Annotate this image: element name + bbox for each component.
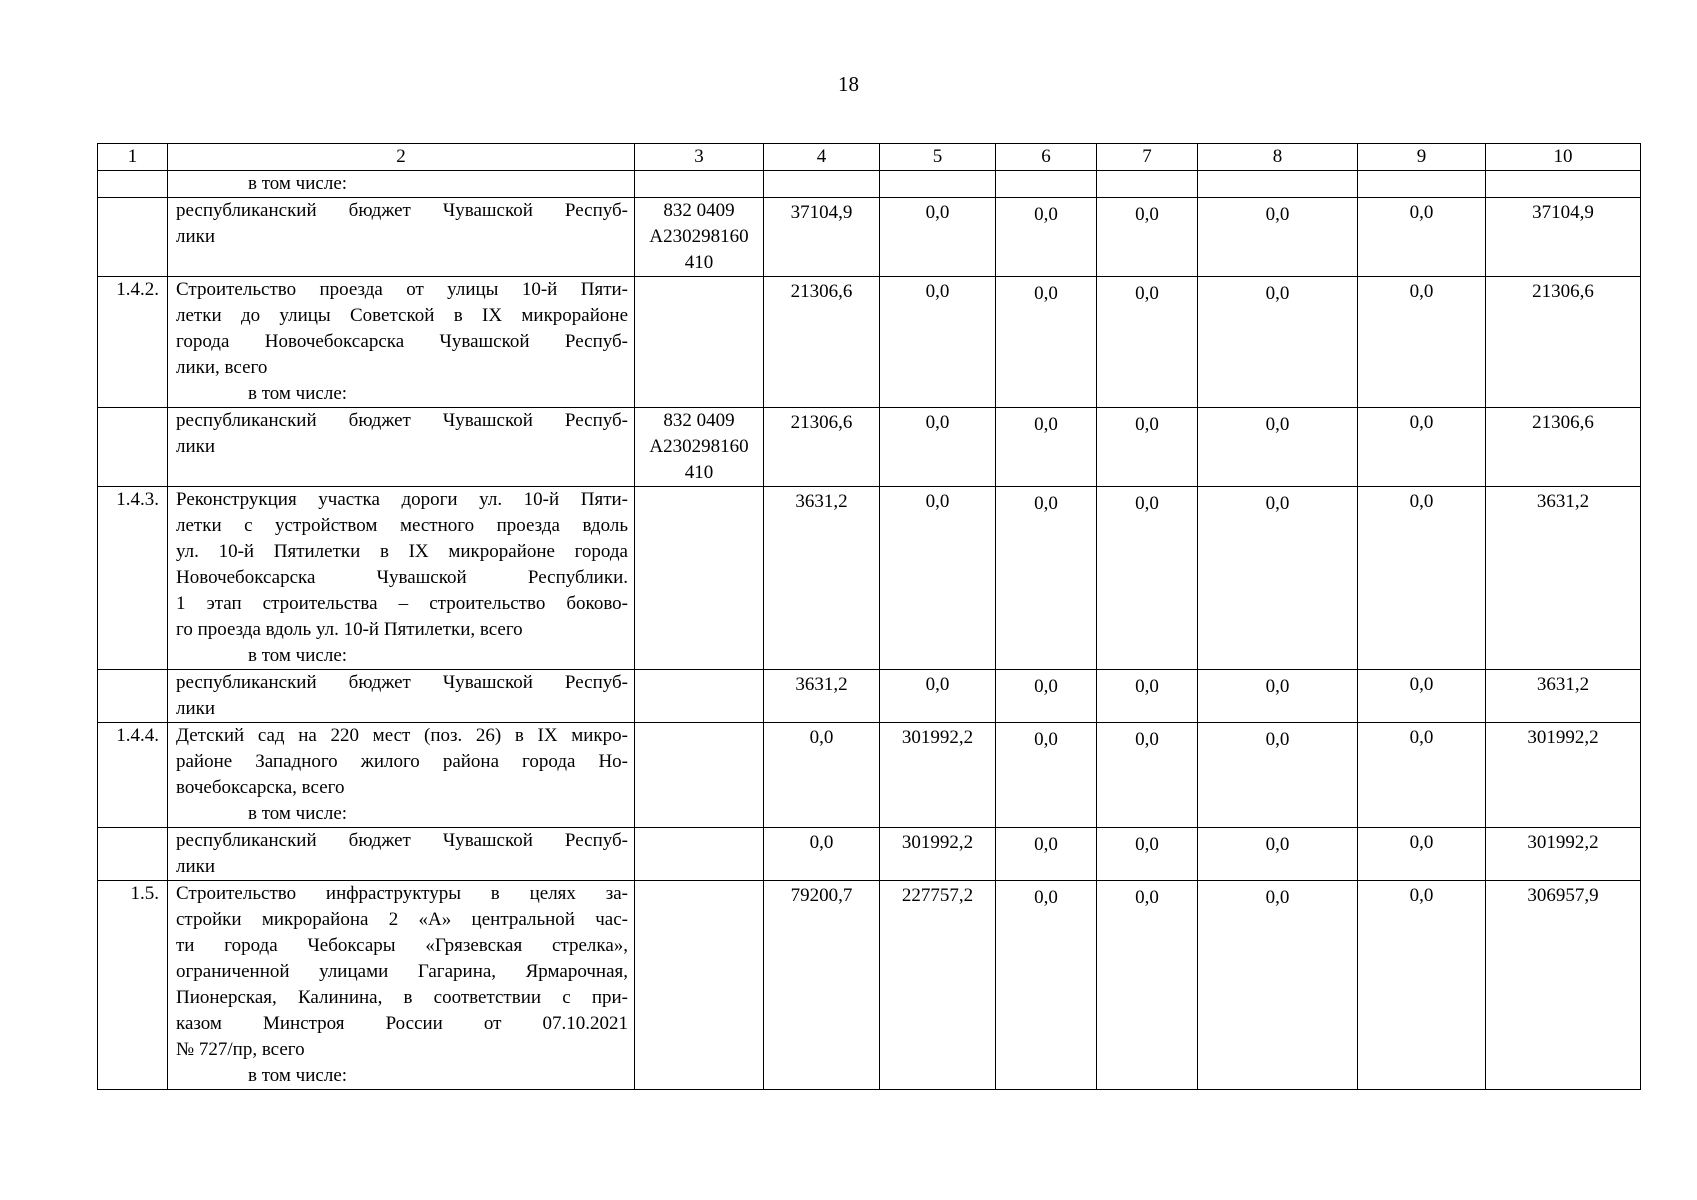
description-line: 1 этап строительства – строительство боково- [176, 593, 628, 614]
description-line: ти города Чебоксары «Грязевская стрелка», [176, 935, 628, 956]
table-row [98, 881, 1641, 1090]
row-description [168, 828, 635, 881]
value-cell: 0,0 [1358, 881, 1486, 1090]
value-cell: 0,0 [996, 670, 1097, 723]
value-cell: 0,0 [764, 723, 880, 828]
including-label: в том числе: [248, 173, 348, 194]
description-line: вочебоксарска, всего [176, 777, 345, 798]
description-line: Строительство инфраструктуры в целях за- [176, 883, 628, 904]
value-cell: 0,0 [1198, 487, 1358, 670]
header-cell: 8 [1198, 144, 1358, 171]
row-number [98, 670, 168, 723]
value-cell: 0,0 [1097, 408, 1198, 487]
value-cell: 0,0 [1358, 670, 1486, 723]
header-cell: 4 [764, 144, 880, 171]
value-cell [996, 171, 1097, 198]
code-line: 410 [684, 462, 714, 483]
description-line: Новочебоксарска Чувашской Республики. [176, 567, 628, 588]
budget-code [635, 881, 764, 1090]
row-number [98, 408, 168, 487]
value-cell: 0,0 [764, 828, 880, 881]
value-cell: 0,0 [1097, 670, 1198, 723]
description-line: лики [176, 856, 216, 877]
table-row [98, 198, 1641, 277]
row-description [168, 723, 635, 828]
total-cell: 21306,6 [1486, 277, 1641, 408]
header-cell: 5 [880, 144, 996, 171]
row-description [168, 670, 635, 723]
value-cell: 37104,9 [764, 198, 880, 277]
total-cell: 21306,6 [1486, 408, 1641, 487]
description-line: Пионерская, Калинина, в соответствии с при- [176, 987, 628, 1008]
table-row [98, 171, 1641, 198]
header-cell: 3 [635, 144, 764, 171]
value-cell: 0,0 [880, 277, 996, 408]
description-line: республиканский бюджет Чувашской Респуб- [176, 200, 628, 221]
description-line: республиканский бюджет Чувашской Респуб- [176, 830, 628, 851]
value-cell [1097, 171, 1198, 198]
table-row [98, 670, 1641, 723]
budget-code [635, 171, 764, 198]
description-line: республиканский бюджет Чувашской Респуб- [176, 672, 628, 693]
row-number: 1.4.3. [98, 487, 168, 670]
description-line: республиканский бюджет Чувашской Респуб- [176, 410, 628, 431]
value-cell [880, 171, 996, 198]
value-cell [764, 171, 880, 198]
table-row [98, 828, 1641, 881]
value-cell: 21306,6 [764, 277, 880, 408]
value-cell: 0,0 [996, 408, 1097, 487]
value-cell: 0,0 [996, 198, 1097, 277]
including-label: в том числе: [248, 1065, 348, 1086]
description-line: летки с устройством местного проезда вдоль [176, 515, 628, 536]
header-cell: 10 [1486, 144, 1641, 171]
page-number: 18 [838, 72, 859, 96]
value-cell: 79200,7 [764, 881, 880, 1090]
description-line: летки до улицы Советской в IX микрорайоне [176, 305, 628, 326]
value-cell: 0,0 [996, 723, 1097, 828]
value-cell: 0,0 [1198, 277, 1358, 408]
header-cell: 7 [1097, 144, 1198, 171]
code-line: 410 [684, 252, 714, 273]
row-description [168, 198, 635, 277]
value-cell: 0,0 [1358, 198, 1486, 277]
description-line: города Новочебоксарска Чувашской Респуб- [176, 331, 628, 352]
value-cell: 0,0 [880, 487, 996, 670]
value-cell: 0,0 [1198, 723, 1358, 828]
budget-code [635, 487, 764, 670]
total-cell [1486, 171, 1641, 198]
description-line: лики [176, 698, 216, 719]
total-cell: 306957,9 [1486, 881, 1641, 1090]
description-line: Строительство проезда от улицы 10-й Пяти- [176, 279, 628, 300]
row-description [168, 171, 635, 198]
row-number [98, 198, 168, 277]
description-line: казом Минстроя России от 07.10.2021 [176, 1013, 628, 1034]
value-cell: 0,0 [1358, 277, 1486, 408]
total-cell: 3631,2 [1486, 487, 1641, 670]
value-cell: 0,0 [1097, 723, 1198, 828]
header-cell: 1 [98, 144, 168, 171]
budget-code [635, 723, 764, 828]
table-row [98, 487, 1641, 670]
row-description [168, 881, 635, 1090]
row-description [168, 487, 635, 670]
value-cell: 0,0 [1198, 881, 1358, 1090]
description-line: го проезда вдоль ул. 10-й Пятилетки, всего [176, 619, 523, 640]
value-cell: 21306,6 [764, 408, 880, 487]
value-cell [1358, 171, 1486, 198]
value-cell: 3631,2 [764, 670, 880, 723]
header-cell: 6 [996, 144, 1097, 171]
description-line: ограниченной улицами Гагарина, Ярмарочная, [176, 961, 628, 982]
value-cell: 0,0 [1358, 487, 1486, 670]
description-line: Реконструкция участка дороги ул. 10-й Пяти- [176, 489, 628, 510]
value-cell: 227757,2 [880, 881, 996, 1090]
value-cell: 0,0 [1198, 670, 1358, 723]
value-cell: 0,0 [1198, 828, 1358, 881]
value-cell: 0,0 [996, 881, 1097, 1090]
description-line: № 727/пр, всего [176, 1039, 305, 1060]
description-line: Детский сад на 220 мест (поз. 26) в IX микро- [176, 725, 628, 746]
code-line: 832 0409 [663, 410, 735, 431]
value-cell: 0,0 [880, 198, 996, 277]
value-cell: 0,0 [1358, 723, 1486, 828]
budget-table [97, 143, 1641, 1090]
row-description [168, 408, 635, 487]
value-cell: 0,0 [1097, 881, 1198, 1090]
value-cell: 0,0 [1097, 277, 1198, 408]
table-row [98, 723, 1641, 828]
table-row [98, 277, 1641, 408]
value-cell: 301992,2 [880, 828, 996, 881]
including-label: в том числе: [248, 803, 348, 824]
budget-code [635, 828, 764, 881]
value-cell: 0,0 [1198, 408, 1358, 487]
budget-code [635, 198, 764, 277]
description-line: лики [176, 226, 216, 247]
row-number [98, 828, 168, 881]
row-description [168, 277, 635, 408]
description-line: стройки микрорайона 2 «А» центральной час- [176, 909, 628, 930]
value-cell: 0,0 [1097, 487, 1198, 670]
code-line: А230298160 [649, 436, 749, 457]
value-cell: 0,0 [880, 670, 996, 723]
total-cell: 37104,9 [1486, 198, 1641, 277]
description-line: районе Западного жилого района города Но- [176, 751, 628, 772]
code-line: 832 0409 [663, 200, 735, 221]
value-cell: 3631,2 [764, 487, 880, 670]
value-cell: 0,0 [1358, 828, 1486, 881]
header-row [98, 144, 1641, 171]
value-cell: 0,0 [996, 487, 1097, 670]
including-label: в том числе: [248, 645, 348, 666]
value-cell: 0,0 [880, 408, 996, 487]
budget-code [635, 277, 764, 408]
value-cell [1198, 171, 1358, 198]
code-line: А230298160 [649, 226, 749, 247]
value-cell: 0,0 [1097, 198, 1198, 277]
description-line: лики, всего [176, 357, 268, 378]
header-cell: 9 [1358, 144, 1486, 171]
total-cell: 301992,2 [1486, 723, 1641, 828]
value-cell: 0,0 [1198, 198, 1358, 277]
value-cell: 0,0 [1097, 828, 1198, 881]
budget-code [635, 408, 764, 487]
row-number [98, 171, 168, 198]
budget-code [635, 670, 764, 723]
description-line: лики [176, 436, 216, 457]
value-cell: 0,0 [1358, 408, 1486, 487]
row-number: 1.4.4. [98, 723, 168, 828]
value-cell: 0,0 [996, 828, 1097, 881]
value-cell: 0,0 [996, 277, 1097, 408]
description-line: ул. 10-й Пятилетки в IX микрорайоне города [176, 541, 628, 562]
value-cell: 301992,2 [880, 723, 996, 828]
row-number: 1.5. [98, 881, 168, 1090]
total-cell: 3631,2 [1486, 670, 1641, 723]
total-cell: 301992,2 [1486, 828, 1641, 881]
table-body [98, 144, 1641, 1090]
including-label: в том числе: [248, 383, 348, 404]
header-cell: 2 [168, 144, 635, 171]
table-row [98, 408, 1641, 487]
row-number: 1.4.2. [98, 277, 168, 408]
